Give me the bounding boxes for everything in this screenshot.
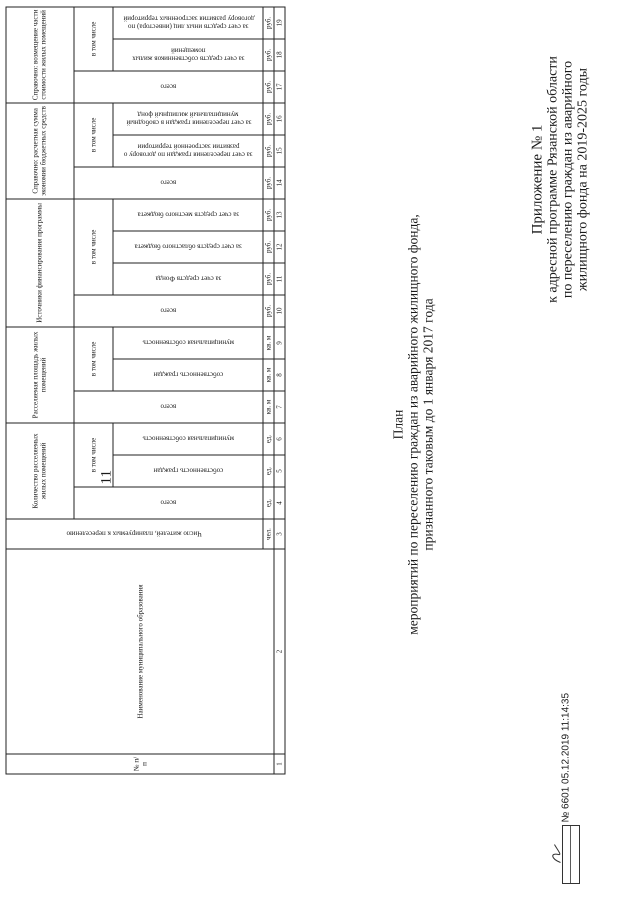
rotated-page	[1, 0, 640, 905]
unit-cell: руб.	[263, 103, 274, 135]
col-number: 11	[274, 263, 285, 295]
header-no: № п/п	[6, 754, 274, 774]
unit-cell: руб.	[263, 71, 274, 103]
col-number: 10	[274, 295, 285, 327]
savings-incl: в том числе	[74, 103, 113, 167]
col-number: 2	[274, 549, 285, 754]
savings-total: всего	[74, 167, 263, 199]
plan-table	[6, 6, 286, 774]
col-number: 17	[274, 71, 285, 103]
col-number: 13	[274, 199, 285, 231]
rooms-total: всего	[74, 487, 263, 519]
col-number: 8	[274, 359, 285, 391]
area-total: всего	[74, 391, 263, 423]
appendix-line-2: к адресной программе Рязанской области	[545, 56, 561, 303]
unit-cell: руб.	[263, 135, 274, 167]
col-savings-1: за счет переселения граждан по договору о развитии застроенной территории	[113, 135, 263, 167]
col-number: 1	[274, 754, 285, 774]
unit-cell: руб.	[263, 39, 274, 71]
unit-cell: кв. м	[263, 391, 274, 423]
plan-title	[391, 145, 436, 705]
col-reimb-2: за счет средств иных лиц (инвестора) по договору развития застроенных территорий	[113, 7, 263, 39]
unit-cell: руб.	[263, 199, 274, 231]
title-line-1: План	[390, 409, 406, 440]
page-number: 11	[98, 470, 115, 485]
unit-cell: руб.	[263, 167, 274, 199]
column-numbers-row	[274, 7, 285, 774]
header-row-1	[6, 7, 74, 774]
col-fund: за счет средств Фонда	[113, 263, 263, 295]
unit-cell: ед.	[263, 455, 274, 487]
col-municipal: муниципальная собственность	[113, 423, 263, 455]
col-number: 18	[274, 39, 285, 71]
area-incl: в том числе	[74, 327, 113, 391]
unit-cell: ед.	[263, 487, 274, 519]
registration-stamp-icon	[549, 825, 581, 885]
funding-total: всего	[74, 295, 263, 327]
header-funding: Источники финансирования программы	[6, 199, 74, 327]
col-regional: за счет средств областного бюджета	[113, 231, 263, 263]
col-number: 4	[274, 487, 285, 519]
header-residents: Число жителей, планируемых к переселению	[6, 519, 263, 549]
appendix-line-1: Приложение № 1	[529, 124, 546, 235]
unit-cell: кв. м	[263, 359, 274, 391]
appendix-line-4: жилищного фонда на 2019-2025 годы	[575, 67, 591, 292]
header-savings: Справочно: расчетная сумма экономии бюджетных средств	[6, 103, 74, 199]
appendix-block	[531, 15, 591, 345]
col-number: 19	[274, 7, 285, 39]
col-number: 16	[274, 103, 285, 135]
col-number: 5	[274, 455, 285, 487]
title-line-2: мероприятий по переселению граждан из аварийного жилищного фонда,	[405, 214, 421, 635]
rooms-incl: в том числе	[74, 423, 113, 487]
unit-cell: чел.	[263, 519, 274, 549]
title-line-3: признанного таковым до 1 января 2017 года	[420, 298, 436, 551]
col-number: 3	[274, 519, 285, 549]
col-number: 12	[274, 231, 285, 263]
unit-cell: руб.	[263, 7, 274, 39]
col-area-own: собственность граждан	[113, 359, 263, 391]
unit-cell: ед.	[263, 423, 274, 455]
header-municipality: Наименование муниципального образования	[6, 549, 274, 754]
col-local: за счет средств местного бюджета	[113, 199, 263, 231]
header-reimbursement: Справочно: возмещение части стоимости жилых помещений	[6, 7, 74, 103]
unit-cell: руб.	[263, 231, 274, 263]
funding-incl: в том числе	[74, 199, 113, 295]
header-area: Расселяемая площадь жилых помещений	[6, 327, 74, 423]
col-reimb-1: за счет средств собственников жилых помещений	[113, 39, 263, 71]
reimb-incl: в том числе	[74, 7, 113, 71]
appendix-line-3: по переселению граждан из аварийного	[560, 60, 576, 299]
col-area-municipal: муниципальная собственность	[113, 327, 263, 359]
col-own-citizens: собственность граждан	[113, 455, 263, 487]
col-number: 9	[274, 327, 285, 359]
col-number: 6	[274, 423, 285, 455]
registration-number: № 6601 05.12.2019 11:14:35	[560, 692, 572, 823]
unit-cell: руб.	[263, 295, 274, 327]
reimb-total: всего	[74, 71, 263, 103]
unit-cell: кв. м	[263, 327, 274, 359]
unit-cell: руб.	[263, 263, 274, 295]
header-rooms: Количество расселяемых жилых помещений	[6, 423, 74, 519]
col-number: 15	[274, 135, 285, 167]
col-number: 14	[274, 167, 285, 199]
col-number: 7	[274, 391, 285, 423]
col-savings-2: за счет переселения граждан в свободный муниципальный жилищный фонд	[113, 103, 263, 135]
